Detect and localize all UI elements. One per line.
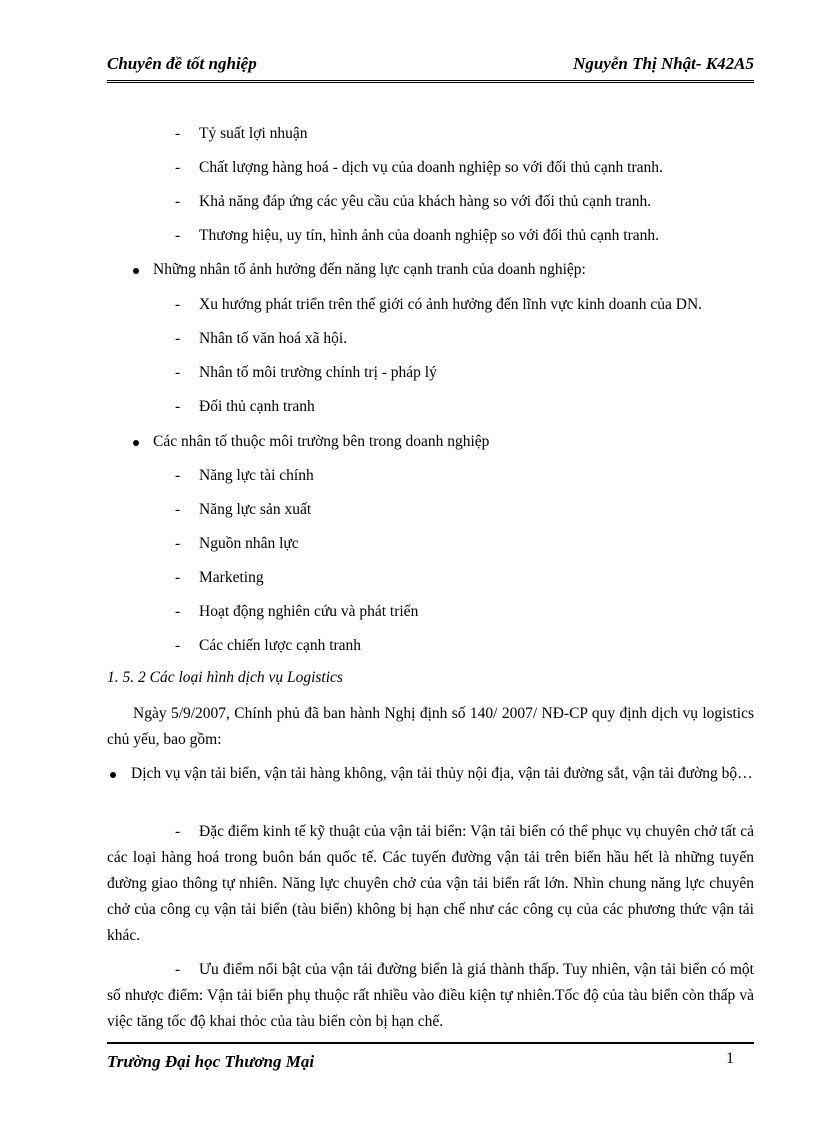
list-item: Khả năng đáp ứng các yêu cầu của khách hàng so với đối thủ cạnh tranh. — [199, 193, 652, 210]
list-item: Xu hướng phát triển trên thế giới có ảnh hưởng đến lĩnh vực kinh doanh của DN. — [199, 296, 703, 313]
dash-marker: - — [175, 535, 181, 552]
list-item: Tỷ suất lợi nhuận — [199, 125, 308, 142]
intro-paragraph: Ngày 5/9/2007, Chính phủ đã ban hành Nghị định số 140/ 2007/ NĐ-CP quy định dịch vụ logistics chủ yếu, bao gồm: — [107, 705, 754, 748]
dash-marker: - — [175, 603, 181, 620]
header-title: Chuyên đề tốt nghiệp — [107, 54, 257, 73]
dash-marker: - — [175, 296, 181, 313]
dash-marker: - — [175, 637, 181, 654]
bullet-text: Những nhân tố ảnh hưởng đến năng lực cạnh tranh của doanh nghiệp: — [153, 261, 586, 278]
dash-marker: - — [175, 193, 181, 210]
list-item: Nhân tố môi trường chính trị - pháp lý — [199, 364, 437, 381]
list-item: Nhân tố văn hoá xã hội. — [199, 330, 348, 347]
list-item: Thương hiệu, uy tín, hình ảnh của doanh nghiệp so với đối thủ cạnh tranh. — [199, 227, 660, 244]
dash-marker: - — [175, 398, 181, 415]
dash-marker: - — [175, 961, 181, 978]
section-heading: 1. 5. 2 Các loại hình dịch vụ Logistics — [107, 669, 343, 686]
list-item: Nguồn nhân lực — [199, 535, 299, 552]
list-item: Chất lượng hàng hoá - dịch vụ của doanh nghiệp so với đối thủ cạnh tranh. — [199, 159, 663, 176]
dash-marker: - — [175, 125, 181, 142]
dash-marker: - — [175, 569, 181, 586]
bullet-icon — [133, 268, 139, 274]
dash-marker: - — [175, 501, 181, 518]
dash-marker: - — [175, 823, 181, 840]
dash-marker: - — [175, 467, 181, 484]
footer-university: Trường Đại học Thương Mại — [107, 1052, 315, 1071]
list-item: Năng lực sản xuất — [199, 501, 312, 518]
dash-marker: - — [175, 159, 181, 176]
list-item: Các chiến lược cạnh tranh — [199, 637, 362, 654]
dash-marker: - — [175, 227, 181, 244]
bullet-paragraph: Dịch vụ vận tải biển, vận tải hàng không, vận tải thủy nội địa, vận tải đường sắt, vận tải đường bộ… — [131, 765, 753, 782]
page-footer — [107, 1042, 754, 1071]
advantages-paragraph: Ưu điểm nổi bật của vận tải đường biển là giá thành thấp. Tuy nhiên, vận tải biển có một số nhược điểm: Vận tải biển phụ thuộc rất nhiều vào điều kiện tự nhiên.Tốc độ của tàu biển còn thấp và việc tăng tốc độ khai thỏc của tàu biển còn bị hạn chế. — [107, 961, 754, 1030]
sea-transport-paragraph: Đặc điểm kinh tế kỹ thuật của vận tải biển: Vận tải biển có thể phục vụ chuyên chở tất cả các loại hàng hoá trong buôn bán quốc tế. Các tuyến đường vận tải trên biển hầu hết là những tuyến đường giao thông tự nhiên. Năng lực chuyên chở của vận tải biển rất lớn. Nhìn chung năng lực chuyên chở của công cụ vận tải biển (tàu biển) không bị hạn chế như các công cụ của các phương thức vận tải khác. — [107, 823, 754, 944]
bullet-text: Các nhân tố thuộc môi trường bên trong doanh nghiệp — [153, 433, 490, 450]
dash-marker: - — [175, 330, 181, 347]
page-header — [107, 54, 754, 83]
list-item: Marketing — [199, 569, 264, 586]
list-item: Hoạt động nghiên cứu và phát triển — [199, 603, 419, 620]
list-item: Năng lực tài chính — [199, 467, 314, 484]
page-number: 1 — [726, 1050, 734, 1067]
list-item: Đối thủ cạnh tranh — [199, 398, 315, 415]
header-author: Nguyễn Thị Nhật- K42A5 — [573, 54, 754, 73]
bullet-icon — [133, 440, 139, 446]
dash-marker: - — [175, 364, 181, 381]
